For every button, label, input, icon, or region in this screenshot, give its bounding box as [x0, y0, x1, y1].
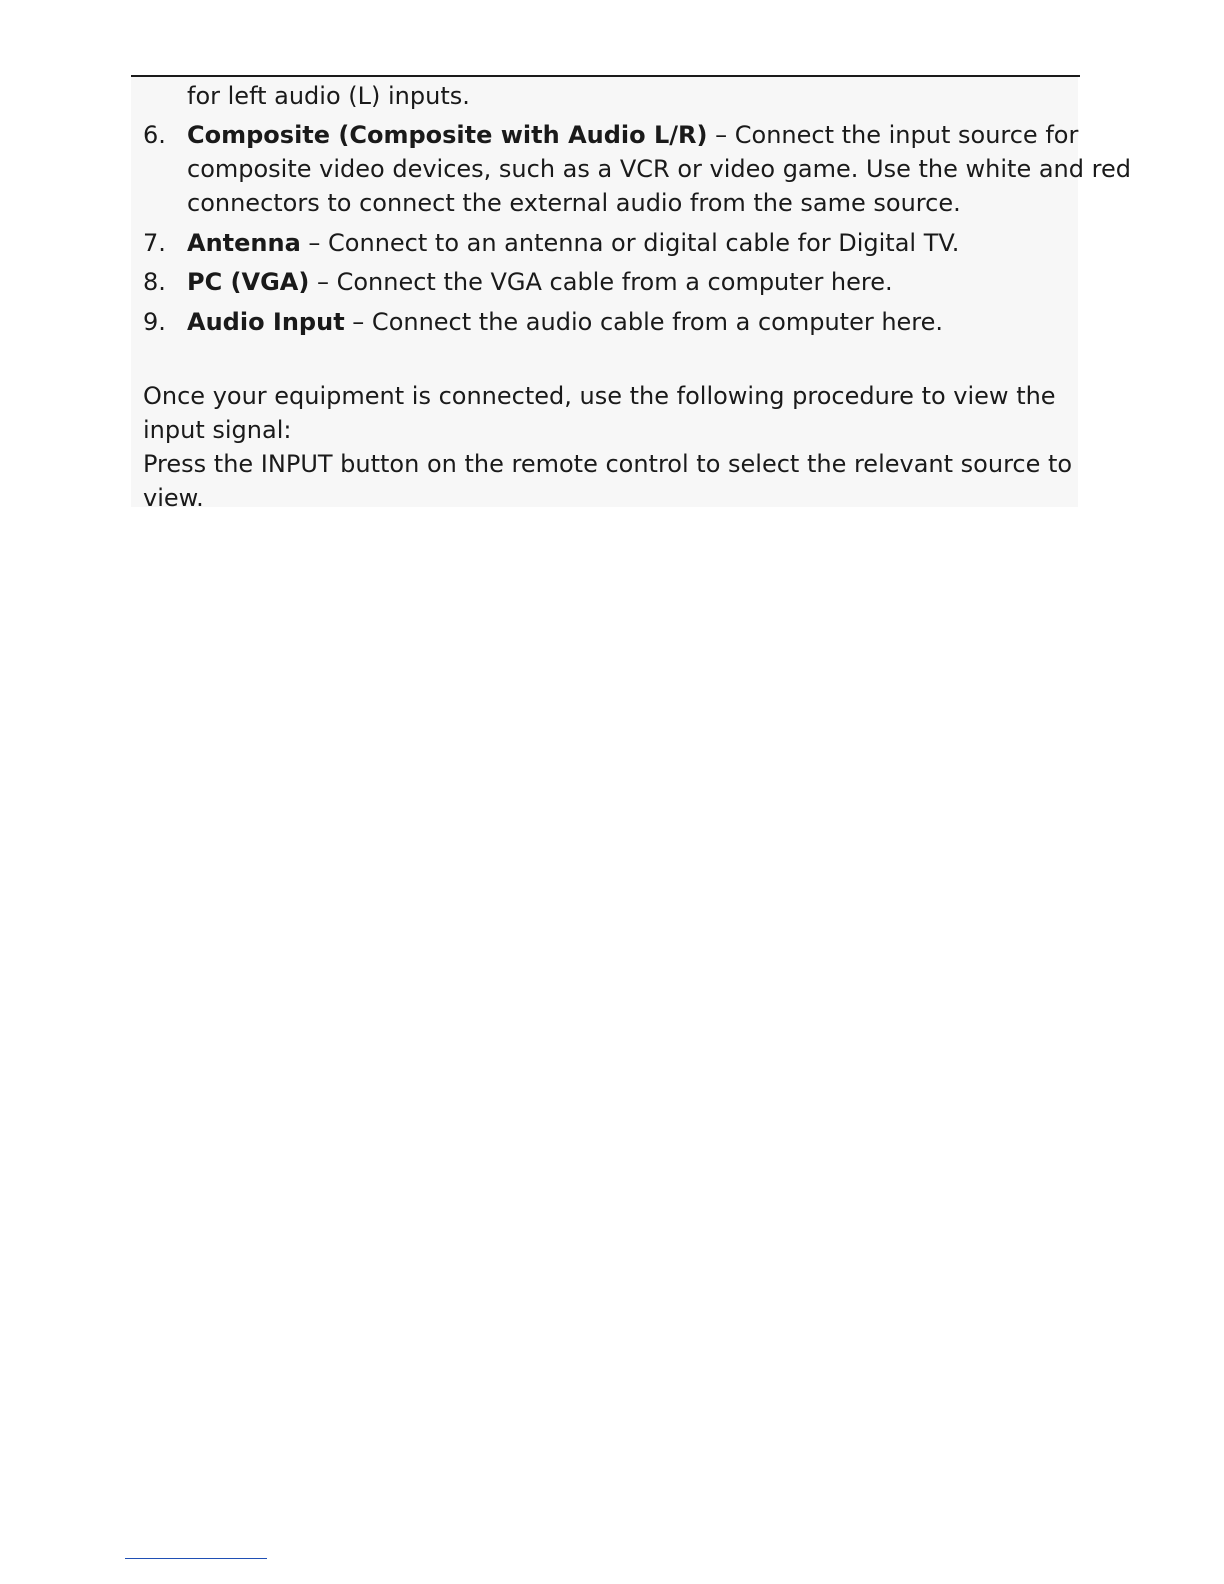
footnote-rule — [125, 1558, 267, 1559]
item-number: 6. — [143, 121, 166, 149]
item-description: – Connect to an antenna or digital cable for Digital TV. — [300, 229, 960, 257]
item-description: – Connect the input source for — [707, 121, 1079, 149]
item-line — [187, 226, 1078, 260]
item-number: 9. — [143, 308, 166, 336]
item-body — [187, 226, 1078, 260]
item-line — [187, 118, 1078, 152]
paragraph-line: input signal: — [143, 416, 292, 444]
item-term: Antenna — [187, 229, 301, 257]
item-body — [187, 265, 1078, 299]
item-description: – Connect the audio cable from a computer here. — [344, 308, 944, 336]
item-line — [187, 265, 1078, 299]
paragraph-line: view. — [143, 484, 204, 512]
item-term: Audio Input — [187, 308, 345, 336]
item-term: Composite (Composite with Audio L/R) — [187, 121, 708, 149]
item-description: composite video devices, such as a VCR or video game. Use the white and red — [187, 155, 1131, 183]
paragraph-procedure-intro — [143, 379, 1078, 447]
item-number: 7. — [143, 229, 166, 257]
item-line — [187, 305, 1078, 339]
paragraph-line: Press the INPUT button on the remote control to select the relevant source to — [143, 450, 1073, 478]
paragraph-line: Once your equipment is connected, use the following procedure to view the — [143, 382, 1056, 410]
item-number: 8. — [143, 268, 166, 296]
continuation-text: for left audio (L) inputs. — [187, 82, 470, 110]
item-description: – Connect the VGA cable from a computer here. — [309, 268, 893, 296]
item-term: PC (VGA) — [187, 268, 310, 296]
paragraph-procedure-step — [143, 447, 1078, 515]
item-body — [187, 118, 1131, 220]
item-body — [187, 305, 1078, 339]
item-description: connectors to connect the external audio from the same source. — [187, 189, 961, 217]
